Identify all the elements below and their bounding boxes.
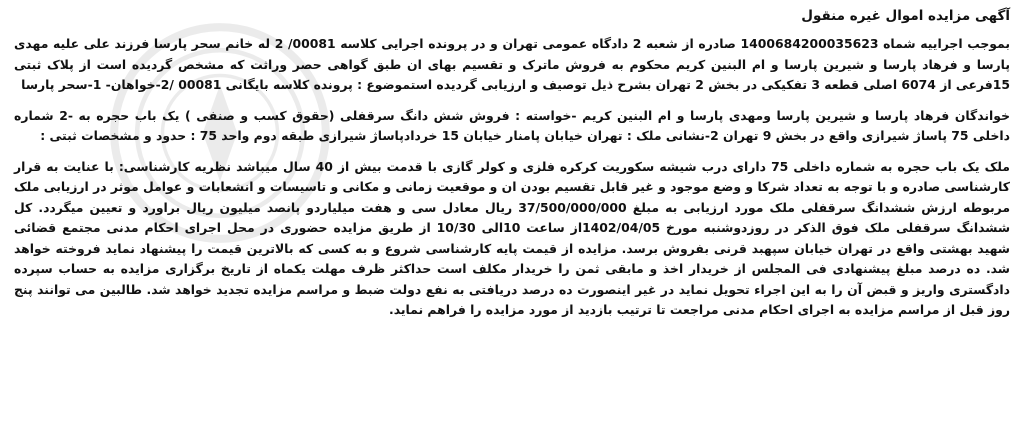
notice-paragraph-3: ملک یک باب حجره به شماره داخلی 75 دارای درب شیشه سکوریت کرکره فلزی و کولر گازی با قدمت بیش از 40 سال میباشد نظریه کارشناسی: با عنایت به قرار کارشناسی صادره و با توجه به تعداد شرکا و وضع موجود و غیر قابل تقسیم بودن ان و موقعیت زمانی و مکانی و تاسیسات و انشعابات و عوامل موثر در ارزیابی ملک مربوطه ارزش ششدانگ سرقفلی ملک مورد ارزیابی به مبلغ 37/500/000/000 ریال معادل سی و هفت میلیاردو پانصد میلیون ریال براورد و تعیین میگردد. کل ششدانگ سرقفلی ملک فوق الذکر در روزدوشنبه مورخ 1402/04/05از ساعت 10الی 10/30 از طریق مزایده حضوری در محل اجرای احکام مدنی مجتمع قضائی شهید بهشتی واقع در تهران خیابان سپهبد قرنی بفروش برسد. مزایده از قیمت پایه کارشناسی شروع و به کسی که بالاترین قیمت را پیشنهاد نماید فروخته خواهد شد. ده درصد مبلغ پیشنهادی فی المجلس از خریدار اخذ و مابقی ثمن را خریدار مکلف است حداکثر ظرف مهلت یکماه از تاریخ برگزاری مزایده به حساب سپرده دادگستری واریز و قبض آن را به این اجراء تحویل نماید در غیر اینصورت ده درصد دریافتی به نفع دولت ضبط و مراسم مزایده تجدید خواهد شد. طالبین می توانند پنج روز قبل از مراسم مزایده به اجرای احکام مدنی مراجعت تا ترتیب بازدید از مورد مزایده را فراهم نماید. (14, 158, 1011, 317)
notice-title: آگهی مزایده اموال غیره منقول (801, 8, 1010, 24)
notice-paragraph-2: خواندگان فرهاد پارسا و شیرین پارسا ومهدی پارسا و ام البنین کریم -خواسته : فروش شش دانگ سرقفلی (حقوق کسب و صنفی ) یک باب حجره به -2 شماره داخلی 75 پاساژ شیرازی واقع در بخش 9 تهران 2-نشانی ملک : تهران خیابان پامنار خیابان 15 خردادپاساژ شیرازی طبقه دوم واحد 75 : حدود و مشخصات ثبتی : (14, 107, 1011, 143)
notice-paragraph-1: بموجب اجراییه شماه 1400684200035623 صادره از شعبه 2 دادگاه عمومی تهران و در پرونده اجرایی کلاسه 00081/ 2 له خانم سحر پارسا فرزند علی علیه مهدی پارسا و فرهاد پارسا و شیرین پارسا و ام البنین کریم محکوم به فروش ماترک و تقسیم بهای ان طبق گواهی حصر وراثت که مشخص گردیده است از پلاک ثبتی 15فرعی از 6074 اصلی قطعه 3 تفکیکی در بخش 2 تهران بشرح ذیل توصیف و ارزیابی گردیده استموضوع : پرونده کلاسه بایگانی 00081 /2-خواهان- 1-سحر پارسا (14, 36, 1011, 92)
